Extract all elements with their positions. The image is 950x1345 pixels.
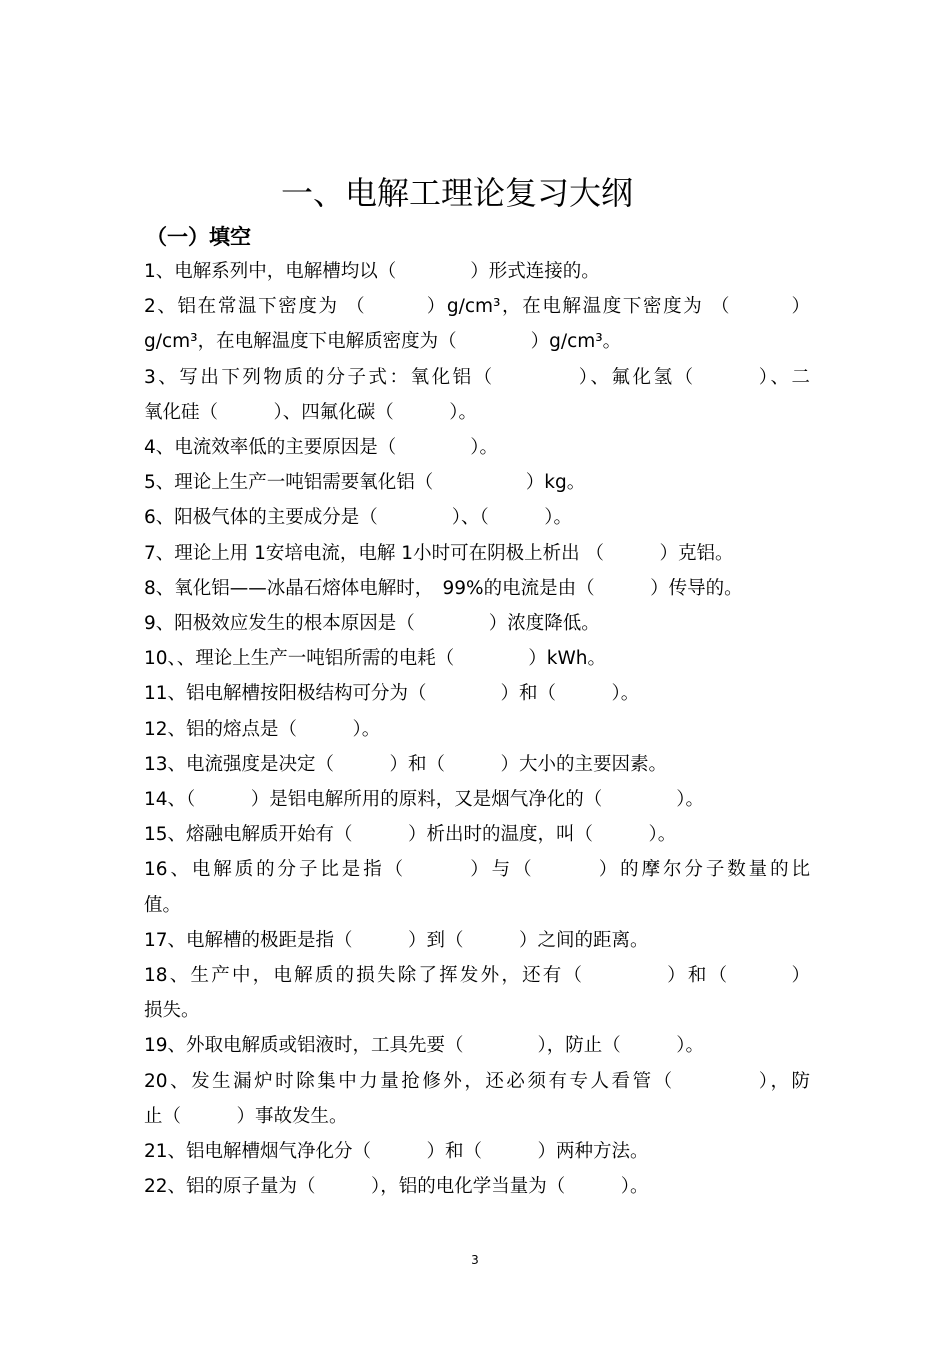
question-line: 8、氧化铝——冰晶石熔体电解时， 99%的电流是由（ ）传导的。: [144, 577, 743, 599]
question-item: [144, 852, 810, 922]
page-number: 3: [471, 1253, 479, 1267]
question-line: 15、熔融电解质开始有（ ）析出时的温度，叫（ ）。: [144, 824, 677, 846]
question-line: 4、电流效率低的主要原因是（ ）。: [144, 437, 499, 459]
question-item: [144, 606, 810, 641]
question-item: [144, 1134, 810, 1169]
question-item: [144, 641, 810, 676]
question-line: 18、生产中，电解质的损失除了挥发外，还有（ ）和（ ）: [144, 965, 810, 987]
question-item: [144, 712, 810, 747]
question-line: 3、写出下列物质的分子式：氧化铝（ ）、氟化氢（ ）、二: [144, 366, 810, 388]
question-line: 损失。: [144, 1000, 200, 1022]
question-line: g/cm³，在电解温度下电解质密度为（ ）g/cm³。: [144, 331, 622, 353]
question-item: [144, 958, 810, 1028]
question-item: [144, 1169, 810, 1204]
question-item: [144, 1064, 810, 1134]
page-title: 一、电解工理论复习大纲: [280, 174, 633, 212]
question-line: 5、理论上生产一吨铝需要氧化铝（ ）kg。: [144, 472, 586, 494]
question-line: 17、电解槽的极距是指（ ）到（ ）之间的距离。: [144, 929, 649, 951]
question-item: [144, 465, 810, 500]
question-line: 19、外取电解质或铝液时，工具先要（ ），防止（ ）。: [144, 1035, 705, 1057]
question-line: 值。: [144, 894, 182, 916]
question-line: 21、铝电解槽烟气净化分（ ）和（ ）两种方法。: [144, 1141, 649, 1163]
question-item: [144, 254, 810, 289]
question-item: [144, 817, 810, 852]
question-line: 13、电流强度是决定（ ）和（ ）大小的主要因素。: [144, 753, 668, 775]
question-line: 9、阳极效应发生的根本原因是（ ）浓度降低。: [144, 613, 600, 635]
section-heading: （一）填空: [146, 225, 251, 249]
question-item: [144, 676, 810, 711]
question-item: [144, 430, 810, 465]
question-line: 2、铝在常温下密度为 （ ）g/cm³，在电解温度下密度为 （ ）: [144, 296, 810, 318]
question-line: 12、铝的熔点是（ ）。: [144, 718, 381, 740]
question-item: [144, 782, 810, 817]
question-line: 6、阳极气体的主要成分是（ ）、（ ）。: [144, 507, 573, 529]
question-line: 氧化硅（ ）、四氟化碳（ ）。: [144, 401, 478, 423]
question-item: [144, 571, 810, 606]
question-item: [144, 536, 810, 571]
question-line: 16、电解质的分子比是指（ ）与（ ）的摩尔分子数量的比: [144, 859, 810, 881]
question-line: 22、铝的原子量为（ ），铝的电化学当量为（ ）。: [144, 1176, 649, 1198]
question-line: 11、铝电解槽按阳极结构可分为（ ）和（ ）。: [144, 683, 640, 705]
question-item: [144, 289, 810, 359]
question-line: 14、（ ）是铝电解所用的原料，又是烟气净化的（ ）。: [144, 789, 705, 811]
question-item: [144, 500, 810, 535]
question-line: 7、理论上用 1安培电流，电解 1小时可在阴极上析出 （ ）克铝。: [144, 542, 734, 564]
question-line: 1、电解系列中，电解槽均以（ ）形式连接的。: [144, 261, 600, 282]
question-line: 10、、理论上生产一吨铝所需的电耗（ ）kWh。: [144, 648, 607, 670]
question-line: 止（ ）事故发生。: [144, 1105, 348, 1127]
question-list: [144, 254, 810, 1204]
question-item: [144, 360, 810, 430]
question-item: [144, 747, 810, 782]
question-item: [144, 1028, 810, 1063]
question-line: 20、发生漏炉时除集中力量抢修外，还必须有专人看管（ ），防: [144, 1070, 810, 1092]
question-item: [144, 923, 810, 958]
